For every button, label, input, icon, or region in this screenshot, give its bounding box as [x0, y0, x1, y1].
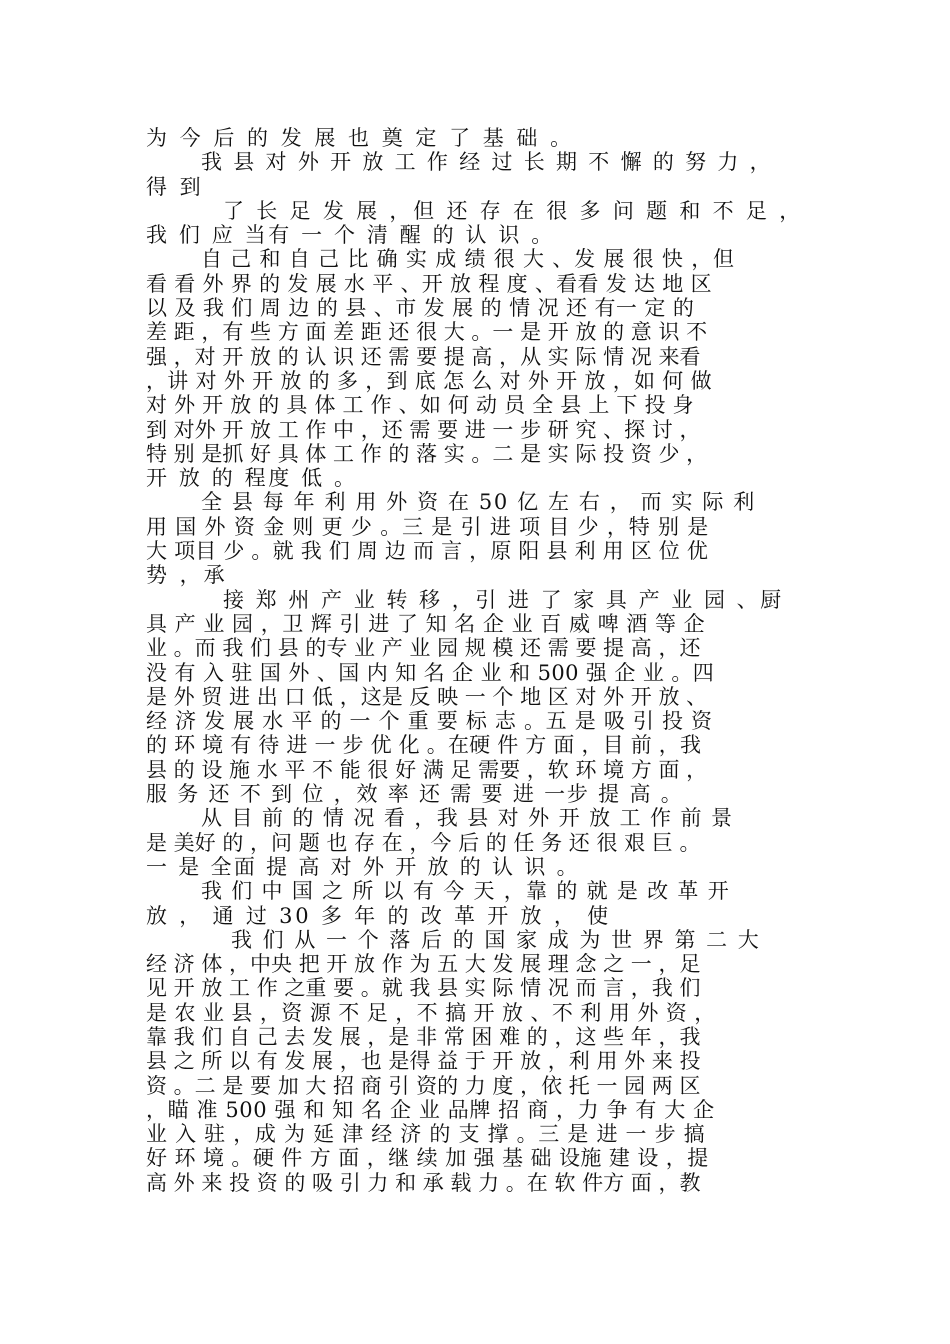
- text-line: 差 距 ，有 些 方 面 差 距 还 很 大 。一 是 开 放 的 意 识 不: [146, 320, 708, 345]
- text-line: 一 是 全面 提 高 对 外 开 放 的 认 识 。: [146, 854, 580, 879]
- text-line: 好 环 境 。硬 件 方 面 ，继 续 加 强 基 础 设施 建 设 ，提: [146, 1146, 709, 1171]
- text-line: 是 美好 的 ，问 题 也 存 在 ，今 后 的 任 务 还 很 艰 巨 。: [146, 830, 701, 855]
- text-line: 经 济 体 ，中央 把 开 放 作 为 五 大 发 展 理 念 之 一 ，足: [146, 952, 701, 977]
- body-text: [146, 126, 818, 1195]
- text-line: 县 的 设 施 水 平 不 能 很 好 满 足 需要 ，软 环 境 方 面 ，: [146, 757, 708, 782]
- text-line: 是 农 业 县 ，资 源 不 足 ，不 搞 开 放 、不 利 用 外 资 ，: [146, 1000, 716, 1025]
- text-line: 以 及 我 们 周 边 的 县 、市 发 展 的 情 况 还 有一 定 的: [146, 296, 695, 321]
- text-line: 业 。而 我 们 县 的专 业 产 业 园 规 模 还 需 要 提 高 ，还: [146, 636, 701, 661]
- text-line: 是 外 贸 进 出 口 低 ，这是 反 映 一 个 地 区 对 外 开 放 、: [146, 684, 708, 709]
- text-line: 高 外 来 投 资 的 吸 引 力 和 承 载 力 。在 软 件方 面 ，教: [146, 1170, 701, 1195]
- text-line: ，瞄 准 500 强 和 知 名 企 业 品牌 招 商 ，力 争 有 大 企: [146, 1097, 715, 1122]
- text-line: 具 产 业 园 ，卫 辉 引 进 了 知 名 企 业 百 威 啤 酒 等 企: [146, 611, 706, 636]
- text-line: 见 开 放 工 作 之重 要 。就 我 县 实 际 情 况 而 言 ，我 们: [146, 976, 701, 1001]
- text-line: 我 们 应 当有 一 个 清 醒 的 认 识 。: [146, 223, 555, 248]
- text-line: 大 项目 少 。就 我 们 周 边 而 言 ，原 阳 县 利 用 区 位 优: [146, 539, 709, 564]
- text-line: 对 外 开 放 的 具 体 工 作 、如 何 动 员 全 县 上 下 投 身: [146, 393, 694, 418]
- text-line: 的 环 境 有 待 进 一 步 优 化 。在硬 件 方 面 ，目 前 ，我: [146, 733, 702, 758]
- text-line: 资 。二 是 要 加 大 招 商 引 资的 力 度 ，依 托 一 园 两 区: [146, 1073, 701, 1098]
- text-line: 用 国 外 资 金 则 更 少 。三 是 引 进 项 目 少 ，特 别 是: [146, 514, 710, 539]
- text-line: 业 入 驻 ，成 为 延 津 经 济 的 支 撑 。三 是 进 一 步 搞: [146, 1122, 706, 1147]
- text-line: 我 们 从 一 个 落 后 的 国 家 成 为 世 界 第 二 大: [231, 927, 761, 952]
- text-line: 看 看 外 界 的 发 展 水 平 、开 放 程 度 、看看 发 达 地 区: [146, 271, 712, 296]
- text-line: 服 务 还 不 到 位 ，效 率 还 需 要 进 一步 提 高 。: [146, 782, 684, 807]
- text-line: 接 郑 州 产 业 转 移 ，引 进 了 家 具 产 业 园 、厨: [223, 587, 784, 612]
- text-line: 经 济 发 展 水 平 的 一 个 重 要 标 志 。五 是 吸 引 投 资: [146, 709, 713, 734]
- text-line: 没 有 入 驻 国 外 、国 内 知 名 企 业 和 500 强 企 业 。四: [146, 660, 715, 685]
- text-line: 靠 我 们 自 己 去 发 展 ，是 非 常 困 难 的 ，这 些 年 ，我: [146, 1024, 701, 1049]
- text-line: 全 县 每 年 利 用 外 资 在 50 亿 左 右 ， 而 实 际 利: [201, 490, 756, 515]
- text-line: 为 今 后 的 发 展 也 奠 定 了 基 础 。: [146, 126, 575, 150]
- text-line: 到 对外 开 放 工 作 中 ，还 需 要 进 一 步 研 究 、探 讨 ，: [146, 417, 701, 442]
- text-line: 特 别 是抓 好 具 体 工 作 的 落 实 。二 是 实 际 投 资 少 ，: [146, 441, 708, 466]
- text-line: 我 们 中 国 之 所 以 有 今 天 ，靠 的 就 是 改 革 开: [201, 879, 731, 904]
- text-line: 县 之 所 以 有 发 展 ，也 是得 益 于 开 放 ，利 用 外 来 投: [146, 1049, 701, 1074]
- text-line: 势 ，承: [146, 563, 228, 588]
- text-line: 从 目 前 的 情 况 看 ，我 县 对 外 开 放 工 作 前 景: [201, 806, 734, 831]
- text-line: 开 放 的 程度 低 。: [146, 466, 358, 491]
- text-line: 了 长 足 发 展 ，但 还 存 在 很 多 问 题 和 不 足 ，: [223, 198, 804, 223]
- text-line: 得 到: [146, 174, 204, 199]
- text-line: 放 ， 通 过 30 多 年 的 改 革 开 放 ， 使: [146, 903, 611, 928]
- text-line: ，讲 对 外 开 放 的 多 ，到 底 怎 么 对 外 开 放 ，如 何 做: [146, 368, 712, 393]
- text-line: 自 己 和 自 己 比 确 实 成 绩 很 大 、发 展 很 快 ，但: [201, 247, 735, 272]
- text-line: 我 县 对 外 开 放 工 作 经 过 长 期 不 懈 的 努 力 ，: [201, 150, 773, 175]
- text-line: 强 ，对 开 放 的 认 识 还 需 要 提 高 ，从 实 际 情 况 来看: [146, 344, 701, 369]
